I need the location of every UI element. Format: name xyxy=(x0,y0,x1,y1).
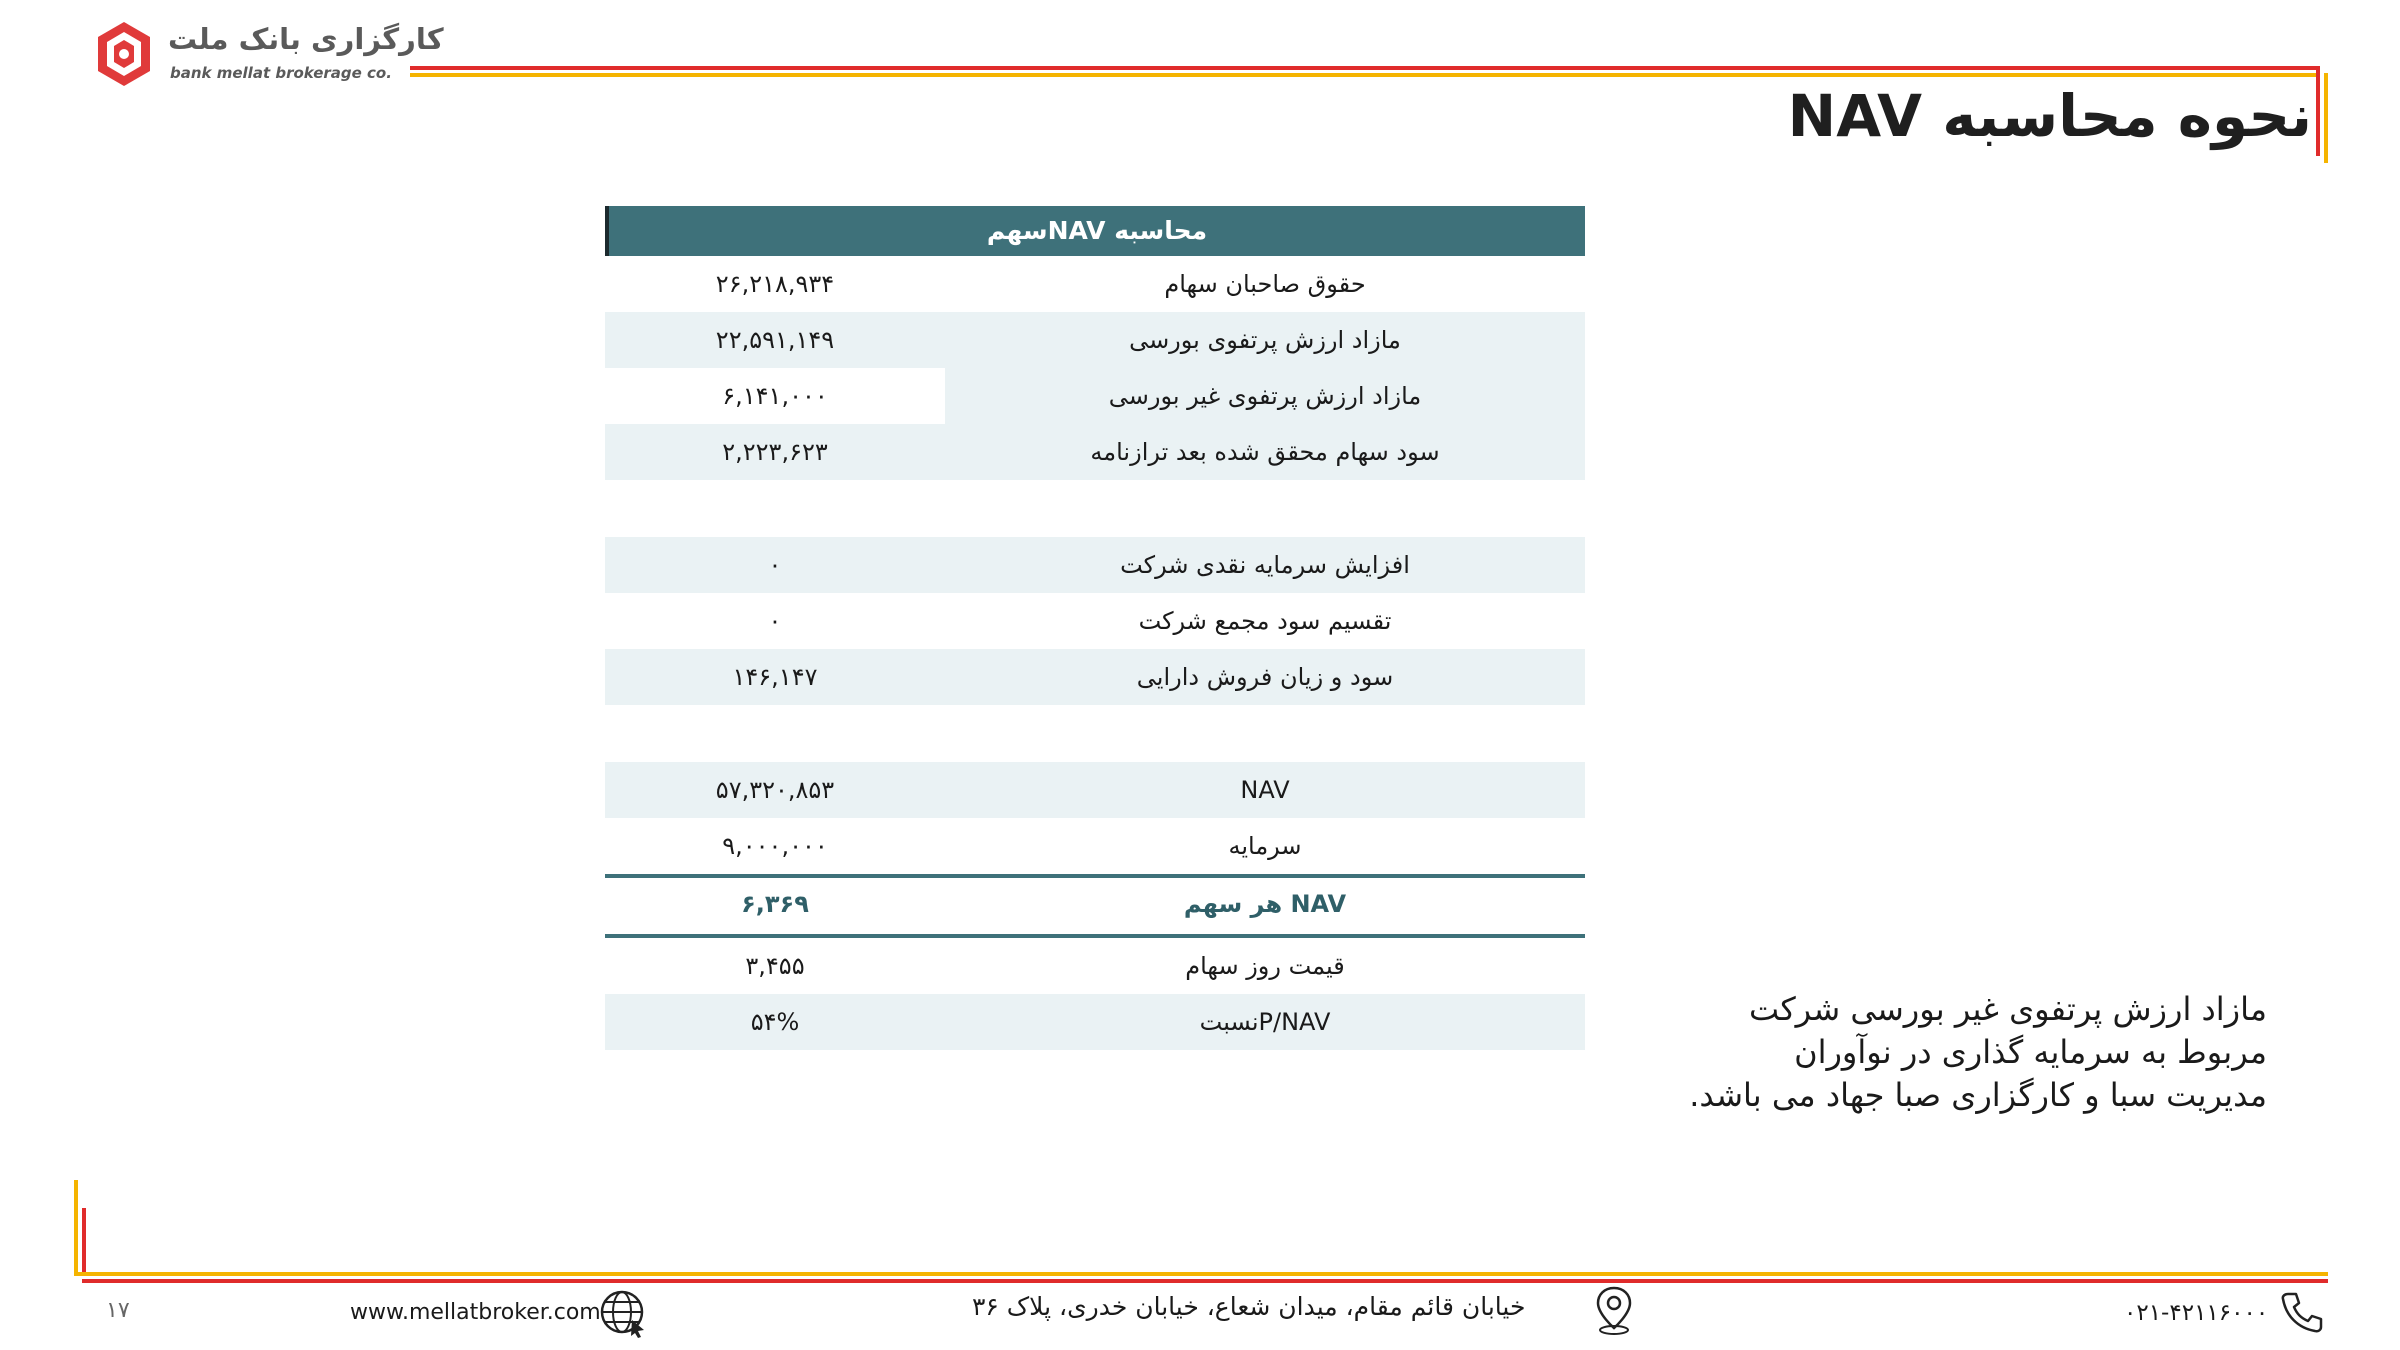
logo-mark-icon xyxy=(88,18,160,90)
table-row xyxy=(605,368,1585,424)
website-link[interactable]: www.mellatbroker.com xyxy=(350,1300,601,1325)
row-value: ۵۴% xyxy=(750,1008,800,1036)
row-label: P/NAVنسبت xyxy=(1199,1008,1331,1036)
logo-text-fa: کارگزاری بانک ملت xyxy=(168,22,444,56)
table-row xyxy=(605,818,1585,874)
nav-table xyxy=(605,206,1585,1050)
row-label: NAV هر سهم xyxy=(1183,890,1347,918)
row-value: ۶,۱۴۱,۰۰۰ xyxy=(605,368,945,424)
location-pin-icon xyxy=(1590,1284,1638,1336)
row-label: مازاد ارزش پرتفوی غیر بورسی xyxy=(1108,382,1422,410)
bottom-yellow-line xyxy=(74,1272,2328,1276)
note-line: مدیریت سبا و کارگزاری صبا جهاد می باشد. xyxy=(1689,1076,2267,1114)
table-row xyxy=(605,649,1585,705)
row-label: NAV xyxy=(1240,776,1290,804)
logo-text-en: bank mellat brokerage co. xyxy=(170,64,392,82)
page-title: نحوه محاسبه NAV xyxy=(1787,82,2312,150)
address-text: خیابان قائم مقام، میدان شعاع، خیابان خدری، پلاک ۳۶ xyxy=(972,1292,1526,1321)
row-label: سود و زیان فروش دارایی xyxy=(1136,663,1394,691)
row-value: ۲۲,۵۹۱,۱۴۹ xyxy=(715,326,835,354)
row-label: سود سهام محقق شده بعد ترازنامه xyxy=(1090,438,1440,466)
row-value: ۰ xyxy=(768,551,782,579)
table-row xyxy=(605,256,1585,312)
row-value: ۵۷,۳۲۰,۸۵۳ xyxy=(715,776,835,804)
row-value: ۳,۴۵۵ xyxy=(745,952,805,980)
table-row xyxy=(605,312,1585,368)
page-number: ۱۷ xyxy=(106,1298,130,1323)
note-line: مربوط به سرمایه گذاری در نوآوران xyxy=(1794,1033,2267,1071)
row-label: افزایش سرمایه نقدی شرکت xyxy=(1120,551,1410,579)
row-label: تقسیم سود مجمع شرکت xyxy=(1138,607,1392,635)
top-red-vline xyxy=(2316,66,2320,156)
top-yellow-line xyxy=(410,73,2320,77)
table-header: محاسبه NAVسهم xyxy=(605,206,1585,256)
row-label: مازاد ارزش پرتفوی بورسی xyxy=(1129,326,1401,354)
table-row xyxy=(605,994,1585,1050)
row-value: ۰ xyxy=(768,607,782,635)
table-spacer xyxy=(605,480,1585,537)
row-value: ۲۶,۲۱۸,۹۳۴ xyxy=(715,270,835,298)
top-yellow-vline xyxy=(2324,73,2328,163)
table-row xyxy=(605,424,1585,480)
side-note xyxy=(1647,988,2267,1117)
top-red-line xyxy=(410,66,2320,70)
row-label: حقوق صاحبان سهام xyxy=(1164,270,1366,298)
bottom-red-vline xyxy=(82,1208,86,1276)
table-row xyxy=(605,593,1585,649)
row-label: قیمت روز سهام xyxy=(1185,952,1345,980)
row-value: ۲,۲۲۳,۶۲۳ xyxy=(722,438,828,466)
row-value: ۶,۳۶۹ xyxy=(741,890,809,918)
company-logo xyxy=(88,18,444,90)
phone-number[interactable]: ۰۲۱-۴۲۱۱۶۰۰۰ xyxy=(2124,1300,2269,1326)
row-label: سرمایه xyxy=(1228,832,1302,860)
table-row-nav-per-share xyxy=(605,874,1585,938)
row-value: ۱۴۶,۱۴۷ xyxy=(732,663,818,691)
bottom-red-line xyxy=(82,1279,2328,1283)
note-line: مازاد ارزش پرتفوی غیر بورسی شرکت xyxy=(1749,990,2267,1028)
bottom-yellow-vline xyxy=(74,1180,78,1276)
table-row xyxy=(605,938,1585,994)
table-row xyxy=(605,762,1585,818)
table-spacer xyxy=(605,705,1585,762)
globe-icon xyxy=(598,1288,648,1338)
phone-icon xyxy=(2278,1288,2326,1336)
row-value: ۹,۰۰۰,۰۰۰ xyxy=(722,832,828,860)
table-row xyxy=(605,537,1585,593)
